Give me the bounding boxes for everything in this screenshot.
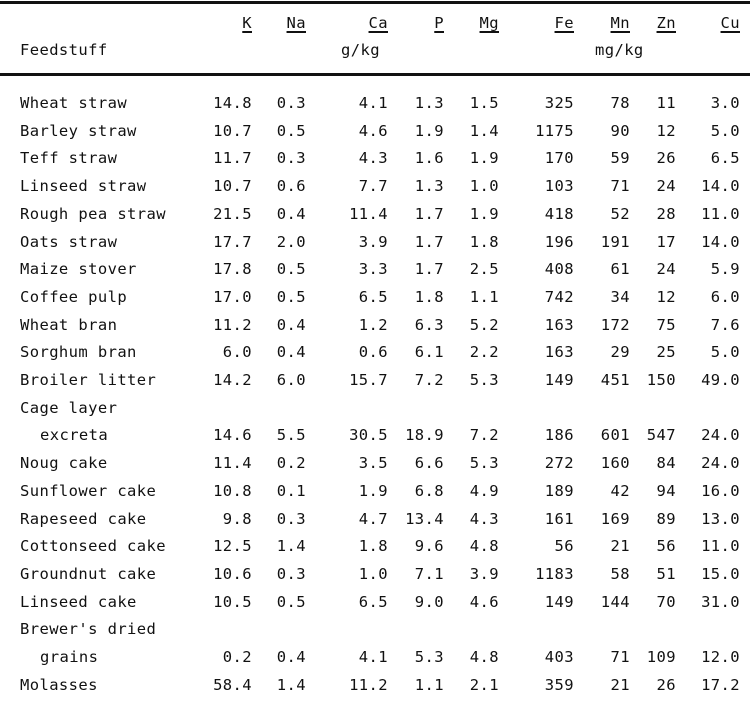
cell-ca: 3.9 [358, 232, 388, 251]
cell-cu: 17.2 [701, 675, 740, 694]
cell-mn: 90 [610, 121, 630, 140]
cell-mg: 1.9 [469, 149, 499, 168]
cell-zn: 109 [646, 648, 676, 666]
cell-na: 1.4 [276, 537, 306, 556]
cell-zn: 84 [656, 454, 676, 473]
cell-fe: 403 [544, 648, 574, 666]
cell-mn: 191 [600, 232, 630, 251]
row-name: Cottonseed cake [20, 537, 166, 556]
cell-mg: 7.2 [469, 426, 499, 445]
cell-p: 1.7 [414, 232, 444, 251]
cell-zn: 25 [656, 343, 676, 362]
cell-k: 11.2 [213, 315, 252, 334]
cell-fe: 186 [544, 426, 574, 445]
cell-cu: 13.0 [701, 509, 740, 528]
row-name: Brewer's dried [20, 620, 157, 639]
cell-p: 6.8 [414, 481, 444, 500]
cell-cu: 6.0 [710, 287, 740, 306]
cell-fe: 163 [544, 315, 574, 334]
cell-k: 11.4 [213, 454, 252, 473]
cell-ca: 4.7 [358, 509, 388, 528]
cell-na: 0.2 [276, 454, 306, 473]
cell-cu: 15.0 [701, 564, 740, 583]
cell-na: 0.1 [276, 481, 306, 500]
cell-mn: 59 [610, 149, 630, 168]
cell-cu: 24.0 [701, 426, 740, 445]
cell-p: 1.1 [414, 675, 444, 694]
cell-zn: 17 [656, 232, 676, 251]
cell-p: 1.3 [414, 177, 444, 196]
cell-k: 12.5 [213, 537, 252, 556]
cell-zn: 70 [656, 592, 676, 611]
cell-zn: 24 [656, 260, 676, 279]
cell-fe: 196 [544, 232, 574, 251]
cell-na: 2.0 [276, 232, 306, 251]
cell-p: 6.3 [414, 315, 444, 334]
cell-p: 1.9 [414, 121, 444, 140]
cell-cu: 7.6 [710, 315, 740, 334]
cell-p: 7.1 [414, 564, 444, 583]
cell-p: 5.3 [414, 648, 444, 666]
cell-k: 14.2 [213, 371, 252, 389]
cell-fe: 1175 [535, 121, 574, 140]
row-name: Wheat bran [20, 315, 118, 334]
cell-fe: 1183 [535, 564, 574, 583]
row-name: Noug cake [20, 454, 108, 473]
cell-na: 0.3 [276, 509, 306, 528]
header-col-fe: Fe [554, 14, 574, 32]
cell-mn: 451 [600, 371, 630, 389]
cell-fe: 149 [544, 592, 574, 611]
cell-zn: 12 [656, 287, 676, 306]
cell-na: 0.5 [276, 260, 306, 279]
cell-cu: 5.0 [710, 343, 740, 362]
cell-mg: 4.8 [469, 537, 499, 556]
cell-mg: 5.3 [469, 371, 499, 389]
cell-na: 0.5 [276, 287, 306, 306]
cell-zn: 51 [656, 564, 676, 583]
cell-cu: 6.5 [710, 149, 740, 168]
cell-mg: 1.0 [469, 177, 499, 196]
cell-na: 0.5 [276, 121, 306, 140]
cell-ca: 1.8 [358, 537, 388, 556]
row-name: Wheat straw [20, 94, 128, 112]
cell-ca: 6.5 [358, 592, 388, 611]
cell-fe: 161 [544, 509, 574, 528]
cell-ca: 1.0 [358, 564, 388, 583]
cell-mn: 42 [610, 481, 630, 500]
cell-k: 17.0 [213, 287, 252, 306]
cell-mg: 2.1 [469, 675, 499, 694]
cell-mn: 144 [600, 592, 630, 611]
cell-k: 10.8 [213, 481, 252, 500]
row-name: Linseed straw [20, 177, 147, 196]
cell-mg: 4.3 [469, 509, 499, 528]
header-col-mg: Mg [479, 14, 499, 32]
cell-mg: 3.9 [469, 564, 499, 583]
cell-ca: 3.3 [358, 260, 388, 279]
cell-cu: 3.0 [710, 94, 740, 112]
cell-p: 1.7 [414, 260, 444, 279]
cell-ca: 3.5 [358, 454, 388, 473]
cell-fe: 359 [544, 675, 574, 694]
cell-zn: 26 [656, 675, 676, 694]
cell-p: 6.6 [414, 454, 444, 473]
cell-k: 10.7 [213, 121, 252, 140]
cell-cu: 14.0 [701, 232, 740, 251]
cell-ca: 1.2 [358, 315, 388, 334]
cell-na: 6.0 [276, 371, 306, 389]
row-name: Groundnut cake [20, 564, 157, 583]
cell-na: 0.3 [276, 564, 306, 583]
cell-zn: 75 [656, 315, 676, 334]
cell-ca: 0.6 [358, 343, 388, 362]
cell-mn: 160 [600, 454, 630, 473]
cell-k: 21.5 [213, 204, 252, 223]
cell-mg: 5.2 [469, 315, 499, 334]
cell-p: 1.8 [414, 287, 444, 306]
cell-na: 0.4 [276, 648, 306, 666]
cell-mn: 34 [610, 287, 630, 306]
cell-fe: 163 [544, 343, 574, 362]
cell-ca: 4.6 [358, 121, 388, 140]
cell-mg: 2.5 [469, 260, 499, 279]
cell-mg: 4.9 [469, 481, 499, 500]
cell-k: 10.6 [213, 564, 252, 583]
cell-mg: 4.6 [469, 592, 499, 611]
cell-mg: 1.9 [469, 204, 499, 223]
cell-p: 9.6 [414, 537, 444, 556]
cell-na: 0.4 [276, 204, 306, 223]
cell-fe: 325 [544, 94, 574, 112]
cell-mg: 5.3 [469, 454, 499, 473]
cell-mn: 61 [610, 260, 630, 279]
header-unit-mgkg: mg/kg [595, 41, 644, 59]
cell-mn: 21 [610, 675, 630, 694]
cell-mn: 169 [600, 509, 630, 528]
cell-p: 6.1 [414, 343, 444, 362]
cell-na: 0.3 [276, 149, 306, 168]
header-feedstuff: Feedstuff [20, 41, 108, 59]
cell-cu: 5.9 [710, 260, 740, 279]
cell-k: 17.8 [213, 260, 252, 279]
cell-k: 10.7 [213, 177, 252, 196]
cell-ca: 4.3 [358, 149, 388, 168]
cell-mg: 4.8 [469, 648, 499, 666]
row-name: Sunflower cake [20, 481, 157, 500]
header-col-p: P [434, 14, 444, 32]
row-name: Teff straw [20, 149, 118, 168]
cell-na: 0.6 [276, 177, 306, 196]
cell-k: 10.5 [213, 592, 252, 611]
cell-cu: 14.0 [701, 177, 740, 196]
table-header-rule [0, 73, 750, 76]
cell-fe: 742 [544, 287, 574, 306]
header-col-cu: Cu [720, 14, 740, 32]
cell-ca: 11.2 [349, 675, 388, 694]
cell-fe: 149 [544, 371, 574, 389]
cell-k: 9.8 [222, 509, 252, 528]
cell-fe: 189 [544, 481, 574, 500]
cell-zn: 11 [656, 94, 676, 112]
cell-k: 11.7 [213, 149, 252, 168]
cell-fe: 408 [544, 260, 574, 279]
cell-mg: 1.1 [469, 287, 499, 306]
cell-mg: 1.4 [469, 121, 499, 140]
cell-mg: 2.2 [469, 343, 499, 362]
cell-k: 58.4 [213, 675, 252, 694]
row-name: Sorghum bran [20, 343, 137, 362]
cell-mn: 52 [610, 204, 630, 223]
header-unit-gkg: g/kg [341, 41, 380, 59]
cell-mn: 172 [600, 315, 630, 334]
row-name: Oats straw [20, 232, 118, 251]
cell-mn: 29 [610, 343, 630, 362]
cell-mn: 58 [610, 564, 630, 583]
cell-mn: 78 [610, 94, 630, 112]
cell-p: 1.3 [414, 94, 444, 112]
cell-ca: 6.5 [358, 287, 388, 306]
cell-cu: 49.0 [701, 371, 740, 389]
cell-mn: 601 [600, 426, 630, 445]
row-name: Barley straw [20, 121, 137, 140]
cell-zn: 94 [656, 481, 676, 500]
cell-ca: 4.1 [358, 648, 388, 666]
cell-mg: 1.5 [469, 94, 499, 112]
cell-fe: 56 [554, 537, 574, 556]
row-name: Maize stover [20, 260, 137, 279]
cell-mn: 21 [610, 537, 630, 556]
cell-na: 1.4 [276, 675, 306, 694]
row-name-continued: grains [40, 648, 99, 666]
cell-cu: 11.0 [701, 204, 740, 223]
cell-mn: 71 [610, 177, 630, 196]
cell-fe: 103 [544, 177, 574, 196]
cell-fe: 170 [544, 149, 574, 168]
cell-ca: 15.7 [349, 371, 388, 389]
cell-fe: 272 [544, 454, 574, 473]
cell-k: 0.2 [222, 648, 252, 666]
header-col-k: K [242, 14, 252, 32]
cell-p: 1.7 [414, 204, 444, 223]
cell-k: 14.6 [213, 426, 252, 445]
cell-zn: 89 [656, 509, 676, 528]
cell-p: 18.9 [405, 426, 444, 445]
row-name: Rough pea straw [20, 204, 166, 223]
row-name: Broiler litter [20, 371, 157, 389]
cell-p: 7.2 [414, 371, 444, 389]
cell-cu: 5.0 [710, 121, 740, 140]
header-col-ca: Ca [368, 14, 388, 32]
cell-p: 13.4 [405, 509, 444, 528]
row-name: Coffee pulp [20, 287, 128, 306]
cell-zn: 150 [646, 371, 676, 389]
cell-cu: 16.0 [701, 481, 740, 500]
header-col-zn: Zn [656, 14, 676, 32]
cell-ca: 1.9 [358, 481, 388, 500]
cell-cu: 31.0 [701, 592, 740, 611]
cell-na: 0.4 [276, 315, 306, 334]
row-name: Cage layer [20, 398, 118, 417]
cell-k: 14.8 [213, 94, 252, 112]
cell-p: 1.6 [414, 149, 444, 168]
cell-ca: 7.7 [358, 177, 388, 196]
row-name: Linseed cake [20, 592, 137, 611]
cell-cu: 11.0 [701, 537, 740, 556]
table-top-rule [0, 1, 750, 4]
cell-na: 0.3 [276, 94, 306, 112]
cell-zn: 28 [656, 204, 676, 223]
cell-ca: 4.1 [358, 94, 388, 112]
cell-zn: 12 [656, 121, 676, 140]
cell-p: 9.0 [414, 592, 444, 611]
cell-zn: 56 [656, 537, 676, 556]
cell-ca: 11.4 [349, 204, 388, 223]
row-name-continued: excreta [40, 426, 109, 445]
row-name: Molasses [20, 675, 98, 694]
cell-zn: 24 [656, 177, 676, 196]
cell-zn: 26 [656, 149, 676, 168]
cell-mg: 1.8 [469, 232, 499, 251]
cell-na: 0.4 [276, 343, 306, 362]
cell-fe: 418 [544, 204, 574, 223]
cell-mn: 71 [610, 648, 630, 666]
cell-k: 17.7 [213, 232, 252, 251]
cell-ca: 30.5 [349, 426, 388, 445]
cell-zn: 547 [646, 426, 676, 445]
row-name: Rapeseed cake [20, 509, 147, 528]
cell-na: 5.5 [276, 426, 306, 445]
cell-k: 6.0 [222, 343, 252, 362]
cell-na: 0.5 [276, 592, 306, 611]
header-col-na: Na [286, 14, 306, 32]
cell-cu: 12.0 [701, 648, 740, 666]
header-col-mn: Mn [610, 14, 630, 32]
cell-cu: 24.0 [701, 454, 740, 473]
